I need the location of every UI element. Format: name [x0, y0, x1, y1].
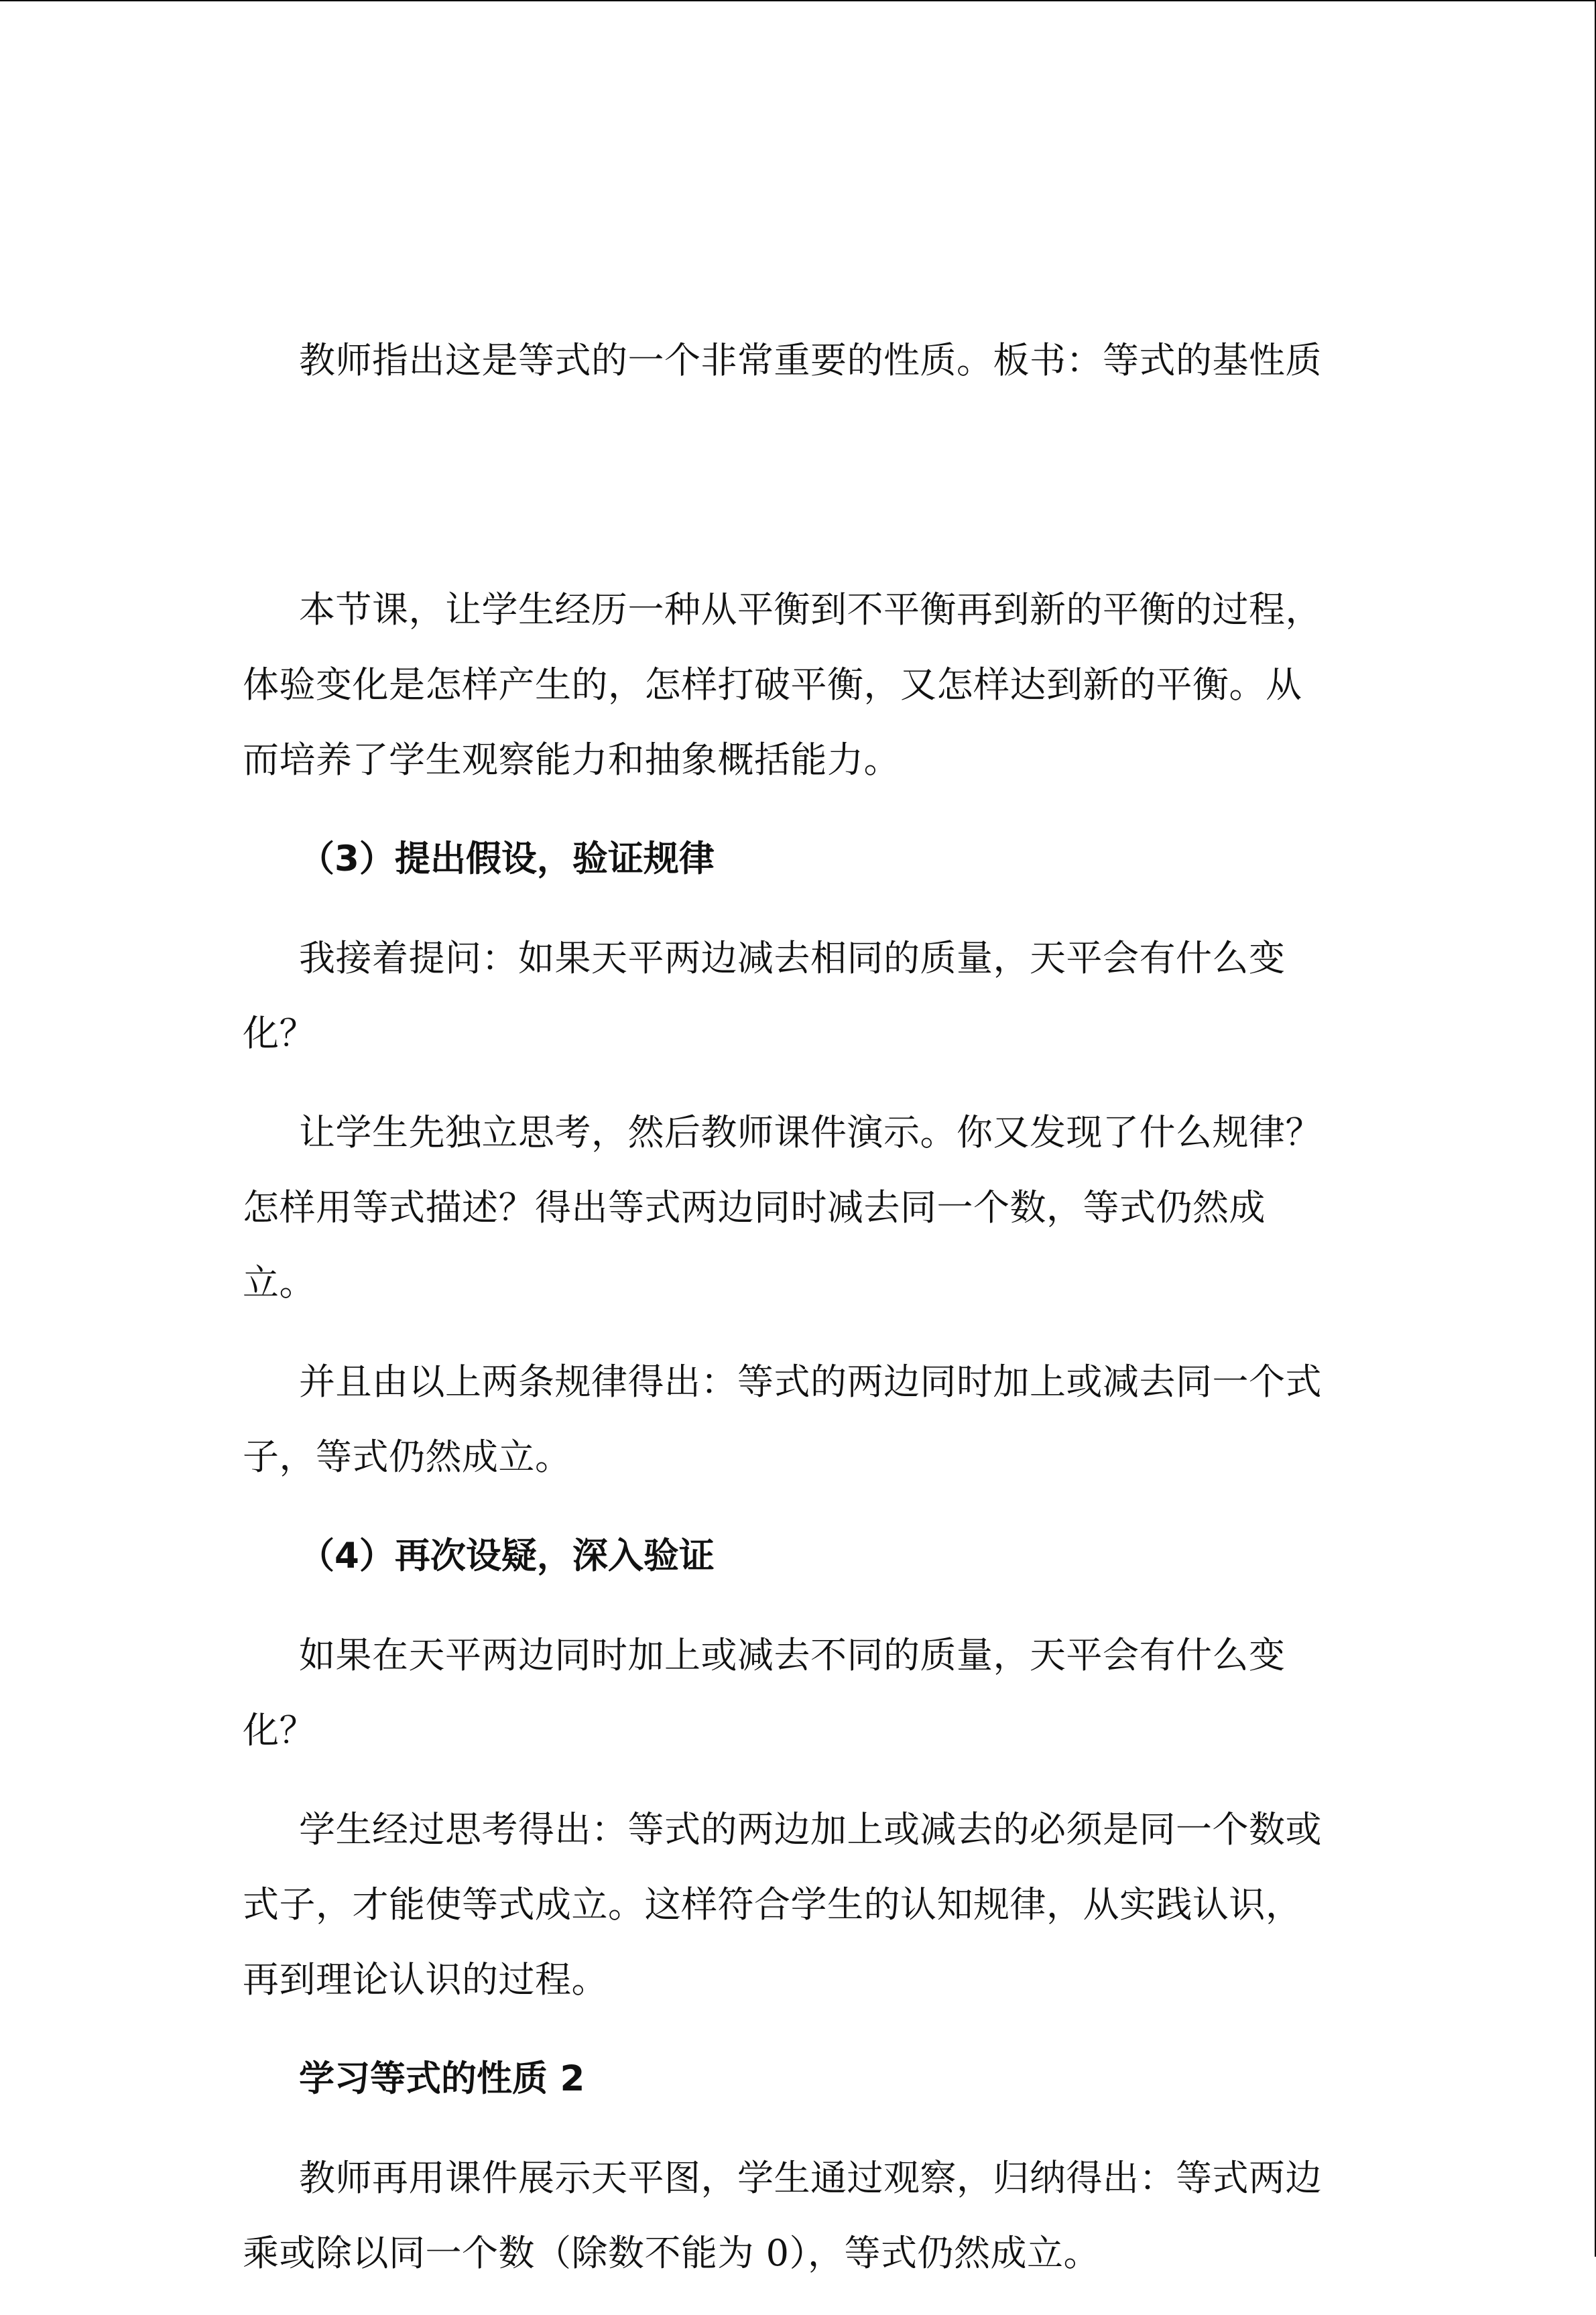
paragraph-line: 教师指出这是等式的一个非常重要的性质。板书：等式的基性质: [299, 339, 1322, 381]
paragraph-line: 子，等式仍然成立。: [243, 1436, 572, 1478]
paragraph-question-different: [243, 1618, 1355, 1768]
paragraph-line: 乘或除以同一个数（除数不能为 0），等式仍然成立。: [243, 2232, 1101, 2274]
paragraph-students-conclude: [243, 1792, 1355, 2017]
paragraph-question-subtract: [243, 921, 1355, 1071]
document-body: [243, 173, 1355, 2315]
paragraph-line: 立。: [243, 1261, 316, 1304]
paragraph-line: 我接着提问：如果天平两边减去相同的质量，天平会有什么变: [299, 937, 1286, 979]
section-heading-3: [243, 822, 1355, 897]
paragraph-line: 式子，才能使等式成立。这样符合学生的认知规律，从实践认识，: [243, 1883, 1302, 1926]
paragraph-line: 学生经过思考得出：等式的两边加上或减去的必须是同一个数或: [299, 1808, 1322, 1851]
heading-text: （3）提出假设，验证规律: [299, 838, 715, 879]
paragraph-line: 如果在天平两边同时加上或减去不同的质量，天平会有什么变: [299, 1634, 1286, 1676]
page-border-top: [0, 0, 1596, 1]
paragraph-line: 再到理论认识的过程。: [243, 1958, 608, 2001]
paragraph-teacher-points-out: [243, 173, 1355, 548]
paragraph-line: 化？: [243, 1709, 316, 1751]
paragraph-line: 教师再用课件展示天平图，学生通过观察，归纳得出：等式两边: [299, 2157, 1322, 2199]
section-heading-4: [243, 1519, 1355, 1594]
heading-text: 学习等式的性质 2: [299, 2058, 585, 2099]
paragraph-line: 并且由以上两条规律得出：等式的两边同时加上或减去同一个式: [299, 1361, 1322, 1403]
paragraph-multiply-divide: [243, 2141, 1355, 2291]
heading-text: （4）再次设疑，深入验证: [299, 1536, 715, 1576]
section-heading-property-2: [243, 2042, 1355, 2117]
paragraph-two-rules: [243, 1344, 1355, 1495]
paragraph-students-think: [243, 1095, 1355, 1320]
paragraph-line: 让学生先独立思考，然后教师课件演示。你又发现了什么规律？: [299, 1111, 1322, 1153]
paragraph-line: 而培养了学生观察能力和抽象概括能力。: [243, 739, 900, 781]
paragraph-line: 怎样用等式描述？得出等式两边同时减去同一个数，等式仍然成: [243, 1186, 1266, 1229]
paragraph-line: 本节课，让学生经历一种从平衡到不平衡再到新的平衡的过程，: [299, 588, 1322, 631]
paragraph-line: 体验变化是怎样产生的，怎样打破平衡，又怎样达到新的平衡。从: [243, 664, 1302, 706]
paragraph-lesson-summary: [243, 572, 1355, 798]
paragraph-line: 化？: [243, 1012, 316, 1054]
